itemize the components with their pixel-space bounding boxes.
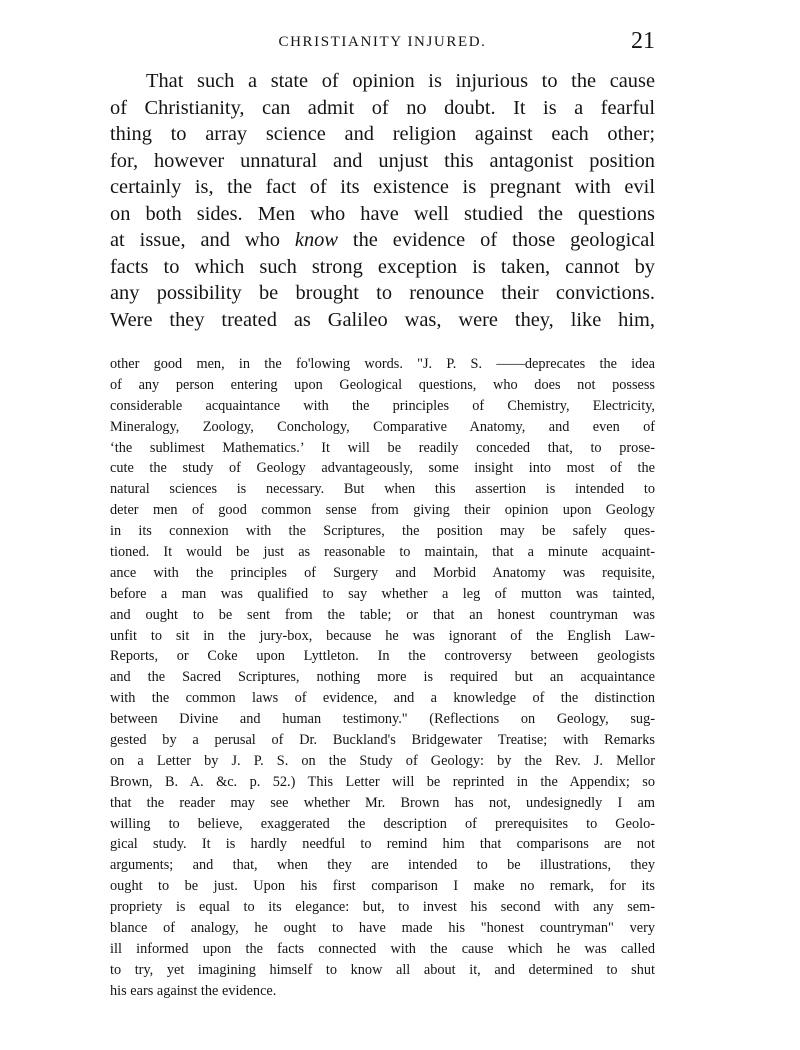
- footnote-line: unfit to sit in the jury-box, because he was ignorant of the English Law-: [110, 627, 655, 644]
- footnote-line: ought to be just. Upon his first comparison I make no remark, for its: [110, 878, 655, 895]
- footnote-line: gical study. It is hardly needful to remind him that comparisons are not: [110, 836, 655, 853]
- body-line: of Christianity, can admit of no doubt. It is a fearful: [110, 96, 655, 119]
- footnote-line: on a Letter by J. P. S. on the Study of Geology: by the Rev. J. Mellor: [110, 752, 655, 769]
- footnote-line: ill informed upon the facts connected with the cause which he was called: [110, 940, 655, 957]
- footnote-line: propriety is equal to its elegance: but, to invest his second with any sem-: [110, 899, 655, 916]
- footnote-line: that the reader may see whether Mr. Brown has not, undesignedly I am: [110, 794, 655, 811]
- footnote-line: arguments; and that, when they are intended to be illustrations, they: [110, 857, 655, 874]
- body-line: for, however unnatural and unjust this antagonist position: [110, 149, 655, 172]
- body-line: on both sides. Men who have well studied the questions: [110, 202, 655, 225]
- body-line: facts to which such strong exception is taken, cannot by: [110, 255, 655, 278]
- running-title: CHRISTIANITY INJURED.: [278, 34, 487, 50]
- footnote-line: Brown, B. A. &c. p. 52.) This Letter will be reprinted in the Appendix; so: [110, 773, 655, 790]
- body-line-with-emphasis: [110, 227, 655, 254]
- body-line: That such a state of opinion is injurious to the cause: [146, 70, 655, 92]
- footnote-line: considerable acquaintance with the principles of Chemistry, Electricity,: [110, 397, 655, 414]
- footnote-line: Mineralogy, Zoology, Conchology, Comparative Anatomy, and even of: [110, 418, 655, 435]
- emphasized-word: know: [294, 229, 338, 251]
- footnote: [110, 354, 655, 1002]
- footnote-line: cute the study of Geology advantageously, some insight into most of the: [110, 460, 655, 477]
- footnote-line: and the Sacred Scriptures, nothing more is required but an acquaintance: [110, 669, 655, 686]
- footnote-line: Reports, or Coke upon Lyttleton. In the controversy between geologists: [110, 648, 655, 665]
- footnote-line: in its connexion with the Scriptures, the position may be safely ques-: [110, 523, 655, 540]
- footnote-line: of any person entering upon Geological questions, who does not possess: [110, 376, 655, 393]
- footnote-line: gested by a perusal of Dr. Buckland's Bridgewater Treatise; with Remarks: [110, 732, 655, 749]
- body-line-text: the evidence of those geological: [337, 229, 655, 251]
- body-line: thing to array science and religion against each other;: [110, 123, 655, 145]
- footnote-line: tioned. It would be just as reasonable to maintain, that a minute acquaint-: [110, 544, 655, 561]
- footnote-line: ‘the sublimest Mathematics.’ It will be readily conceded that, to prose-: [110, 439, 655, 456]
- footnote-line: and ought to be sent from the table; or that an honest countryman was: [110, 606, 655, 623]
- footnote-line: between Divine and human testimony." (Reflections on Geology, sug-: [110, 711, 655, 728]
- footnote-line: with the common laws of evidence, and a knowledge of the distinction: [110, 690, 655, 707]
- footnote-line: other good men, in the fo'lowing words. "J. P. S. ——deprecates the idea: [110, 356, 655, 372]
- page-number: 21: [631, 28, 655, 54]
- main-paragraph: [110, 68, 655, 333]
- footnote-line: deter men of good common sense from giving their opinion upon Geology: [110, 502, 655, 519]
- body-line: any possibility be brought to renounce their convictions.: [110, 282, 655, 304]
- footnote-line: his ears against the evidence.: [110, 982, 277, 999]
- running-head: [110, 30, 655, 60]
- footnote-line: ance with the principles of Surgery and Morbid Anatomy was requisite,: [110, 564, 655, 581]
- footnote-line: to try, yet imagining himself to know all about it, and determined to shut: [110, 961, 655, 978]
- body-line: Were they treated as Galileo was, were they, like him,: [110, 308, 655, 331]
- footnote-line: blance of analogy, he ought to have made his "honest countryman" very: [110, 920, 655, 937]
- footnote-line: before a man was qualified to say whether a leg of mutton was tainted,: [110, 585, 655, 602]
- body-line: certainly is, the fact of its existence is pregnant with evil: [110, 176, 655, 198]
- footnote-line: willing to believe, exaggerated the description of prerequisites to Geolo-: [110, 815, 655, 832]
- body-line-text: at issue, and who: [110, 229, 295, 251]
- footnote-line: natural sciences is necessary. But when this assertion is intended to: [110, 481, 655, 498]
